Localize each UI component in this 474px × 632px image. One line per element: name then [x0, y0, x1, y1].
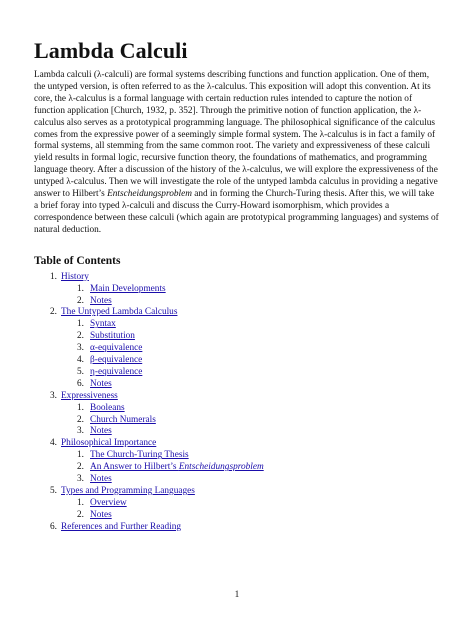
toc-item-number: 6. — [50, 521, 57, 532]
toc-subitem — [61, 296, 440, 308]
page-number: 1 — [234, 590, 240, 600]
toc-sublink[interactable] — [90, 415, 156, 425]
toc-sublist — [61, 319, 440, 390]
toc-link[interactable]: History — [61, 271, 89, 282]
toc-sublink[interactable] — [90, 343, 142, 353]
toc-subitem — [61, 462, 440, 474]
toc-subitem-number: 1. — [77, 283, 84, 294]
toc-subitem — [61, 343, 440, 355]
toc-link[interactable]: Expressiveness — [61, 390, 118, 401]
toc-item — [34, 438, 440, 486]
toc-subitem — [61, 474, 440, 486]
toc-sublink-label: Main Developments — [90, 283, 166, 294]
toc-subitem — [61, 355, 440, 367]
toc-sublink-label: Substitution — [90, 331, 135, 342]
toc-subitem-number: 2. — [77, 462, 84, 473]
toc-sublink[interactable] — [90, 426, 112, 436]
toc-subitem — [61, 498, 440, 510]
toc-sublink-label: η-equivalence — [90, 366, 143, 377]
document-page — [34, 38, 440, 534]
abstract-paragraph — [34, 70, 440, 237]
toc-subitem — [61, 284, 440, 296]
toc-subitem-number: 1. — [77, 450, 84, 461]
toc-subitem-number: 5. — [77, 366, 84, 377]
toc-sublink-label: Syntax — [90, 319, 116, 330]
toc-sublink[interactable] — [90, 331, 135, 341]
toc-sublist — [61, 284, 440, 308]
toc-sublink-label: The Church-Turing Thesis — [90, 450, 189, 461]
toc-sublink[interactable] — [90, 498, 127, 508]
toc-sublink[interactable] — [90, 450, 189, 460]
toc-subitem-number: 2. — [77, 509, 84, 520]
toc-item — [34, 272, 440, 308]
toc-link[interactable]: The Untyped Lambda Calculus — [61, 307, 178, 318]
toc-item — [34, 486, 440, 522]
toc-sublink[interactable] — [90, 403, 125, 413]
toc-item-number: 5. — [50, 486, 57, 496]
toc-heading: Table of Contents — [34, 254, 121, 267]
toc-subitem-number: 1. — [77, 497, 84, 508]
toc-sublink[interactable] — [90, 319, 116, 329]
toc-subitem-number: 1. — [77, 319, 84, 330]
toc-sublink-label: An Answer to Hilbert’s — [90, 462, 179, 473]
toc-subitem-number: 1. — [77, 402, 84, 413]
toc-sublink-label: Notes — [90, 295, 112, 306]
toc-item-number: 2. — [50, 307, 57, 318]
toc-sublink-emphasis: Entscheidungsproblem — [178, 462, 264, 473]
toc-item-number: 3. — [50, 390, 57, 401]
abstract-emphasis: Entscheidungsproblem — [107, 189, 192, 200]
toc-item — [34, 522, 440, 534]
toc-sublink[interactable] — [90, 462, 264, 472]
toc-subitem-number: 3. — [77, 474, 84, 485]
toc-sublist — [61, 498, 440, 522]
toc-item — [34, 307, 440, 390]
toc-sublink-label: Notes — [90, 474, 112, 485]
toc-subitem — [61, 426, 440, 438]
toc-sublink[interactable] — [90, 355, 142, 365]
toc-sublink[interactable] — [90, 510, 112, 520]
toc-subitem-number: 3. — [77, 426, 84, 437]
toc-subitem-number: 2. — [77, 414, 84, 425]
toc-sublink-label: Booleans — [90, 402, 125, 413]
toc-subitem — [61, 379, 440, 391]
toc-link[interactable]: References and Further Reading — [61, 521, 182, 532]
toc-subitem-number: 4. — [77, 355, 84, 366]
abstract-text: Lambda calculi (λ-calculi) are formal systems describing functions and function application. One of them, the untyped version, is often referred to as the λ-calculus. This exposition will adopt this convention. At its core, the λ-calculus is a formal language with certain reduction rules intended to capture the notion of function application [Church, 1932, p. 352]. Through the primitive notion of function application, the λ-calculus also serves as a prototypical programming language. The philosophical significance of the calculus comes from the expressive power of a seemingly simple formal system. The λ-calculus is in fact a family of formal systems, all stemming from the same common root. The variety and expressiveness of these calculi yield results in formal logic, recursive function theory, the foundations of mathematics, and programming language theory. After a discussion of the history of the λ-calculus, we will explore the expressiveness of the untyped λ-calculus. Then we will investigate the role of the untyped lambda calculus in providing a negative answer to Hilbert’s — [34, 70, 438, 200]
toc-item-number: 1. — [50, 271, 57, 282]
toc-subitem-number: 2. — [77, 295, 84, 306]
toc-sublink-label: Notes — [90, 378, 112, 389]
toc-sublink-label: Church Numerals — [90, 414, 156, 425]
toc-subitem-number: 2. — [77, 331, 84, 342]
toc-sublist — [61, 403, 440, 439]
toc-subitem — [61, 331, 440, 343]
toc-subitem — [61, 319, 440, 331]
toc-sublink[interactable] — [90, 284, 166, 294]
toc-subitem-number: 3. — [77, 343, 84, 354]
toc-sublink-label: Notes — [90, 426, 112, 437]
toc-sublink-label: α-equivalence — [90, 343, 143, 354]
toc-sublink-label: Overview — [90, 497, 127, 508]
toc-sublink[interactable] — [90, 367, 142, 377]
toc-subitem-number: 6. — [77, 378, 84, 389]
toc-item-number: 4. — [50, 438, 57, 449]
toc-subitem — [61, 510, 440, 522]
table-of-contents — [34, 272, 440, 534]
toc-subitem — [61, 367, 440, 379]
toc-subitem — [61, 415, 440, 427]
toc-link[interactable]: Types and Programming Languages — [61, 486, 195, 496]
toc-subitem — [61, 403, 440, 415]
toc-item — [34, 391, 440, 439]
abstract-text-tail: and in forming the Church-Turing thesis. After this, we will take a brief foray into typed λ-calculi and discuss the Curry-Howard isomorphism, which provides a correspondence between these calculi (which again are prototypical programming languages) and systems of natural deduction. — [34, 189, 439, 235]
page-title: Lambda Calculi — [34, 38, 188, 63]
toc-sublink[interactable] — [90, 379, 112, 389]
toc-sublist — [61, 450, 440, 486]
toc-subitem — [61, 450, 440, 462]
toc-sublink[interactable] — [90, 296, 112, 306]
toc-sublink[interactable] — [90, 474, 112, 484]
toc-sublink-label: β-equivalence — [90, 355, 143, 366]
toc-sublink-label: Notes — [90, 509, 112, 520]
toc-link[interactable]: Philosophical Importance — [61, 438, 157, 449]
